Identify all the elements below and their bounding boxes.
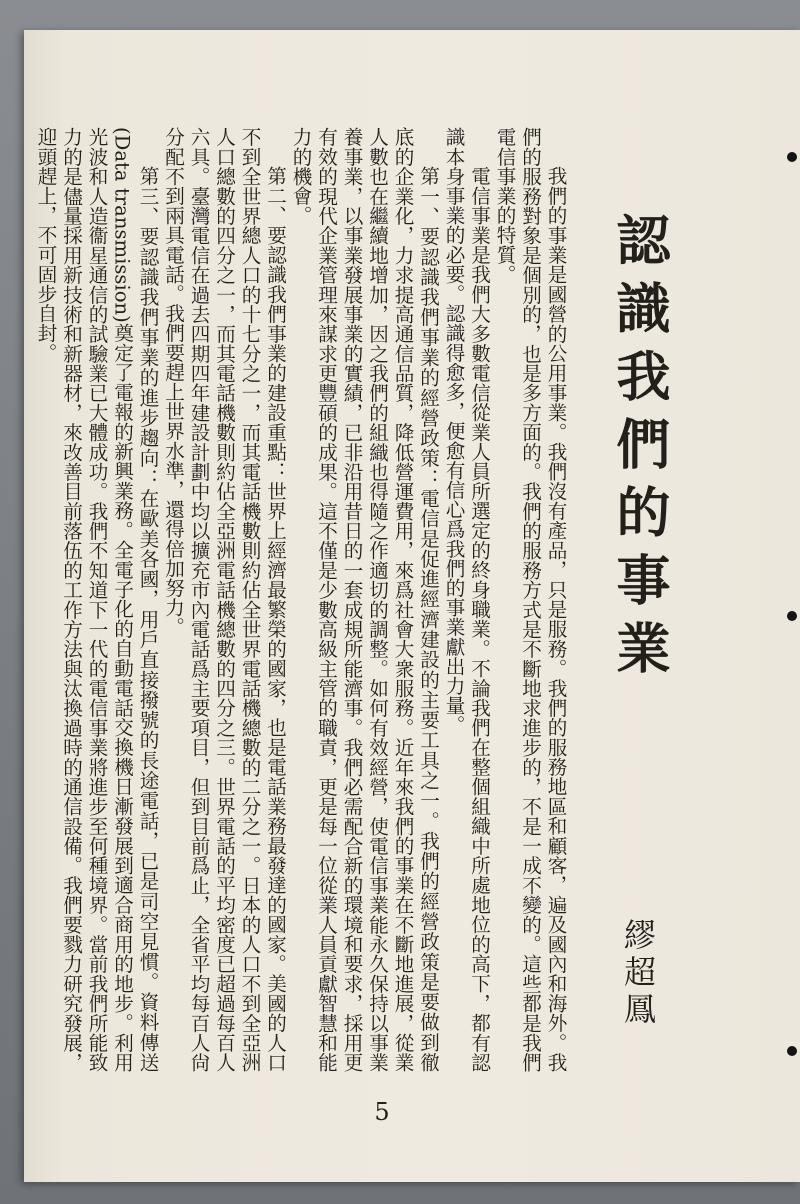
text-column: 不到全世界總人口的十七分之一，而其電話機數則約佔全世界電話機總數的二分之一。日本的人口不到全亞洲 bbox=[238, 127, 261, 1072]
text-column: 識本身事業的必要。認識得愈多，便愈有信心爲我們的事業獻出力量。 bbox=[442, 127, 465, 735]
binding-hole bbox=[787, 152, 797, 162]
text-column: 們的服務對象是個別的，也是多方面的。我們的服務方式是不斷地求進步的，不是一成不變的。這些都是我們 bbox=[518, 127, 542, 1072]
text-column: 人口總數的四分之一，而其電話機數則約佔全亞洲電話機總數的四分之三。世界電話的平均密度已超過每百人 bbox=[212, 127, 236, 1072]
text-column: 電信事業的特質。 bbox=[493, 127, 516, 284]
text-column: 迎頭趕上，不可固步自封。 bbox=[34, 127, 57, 363]
text-column: 有效的現代企業管理來謀求更豐碩的成果。這不僅是少數高級主管的職責，更是每一位從業人員貢獻智慧和能 bbox=[314, 127, 338, 1072]
text-column: 人數也在繼續地增加，因之我們的組織也得隨之作適切的調整。如何有效經營，使電信事業能永久保持以事業 bbox=[365, 127, 389, 1072]
text-column: 第一、要認識我們事業的經營政策：電信是促進經濟建設的主要工具之一。我們的經營政策是要做到徹 bbox=[416, 166, 440, 1072]
binding-hole bbox=[787, 611, 797, 621]
paragraph-5 bbox=[33, 127, 161, 1072]
text-column: (Data transmission)奠定了電報的新興業務。全電子化的自動電話交換機日漸發展到適合商用的地步。利用 bbox=[110, 127, 134, 1072]
document-page bbox=[24, 30, 800, 1182]
paragraph-4 bbox=[160, 127, 288, 1072]
text-column: 光波和人造衞星通信的試驗業已大體成功。我們不知道下一代的電信事業將進步至何種境界。當前我們所能致 bbox=[85, 127, 108, 1072]
text-column: 六具。臺灣電信在過去四期四年建設計劃中均以擴充市內電話爲主要項目，但到目前爲止，全省平均每百人尙 bbox=[187, 127, 210, 1072]
article-body bbox=[32, 127, 568, 1072]
paragraph-3 bbox=[288, 127, 441, 1072]
text-column: 力的機會。 bbox=[289, 127, 312, 225]
paragraph-2 bbox=[441, 127, 492, 1072]
page-number: 5 bbox=[374, 1098, 390, 1126]
binding-hole bbox=[787, 1046, 797, 1056]
text-column: 第二、要認識我們事業的建設重點：世界上經濟最繁榮的國家，也是電話業務最發達的國家。美國的人口 bbox=[263, 166, 287, 1072]
text-column: 養事業，以事業發展事業的實績，已非沿用昔日的一套成規所能濟事。我們必需配合新的環境和要求，採用更 bbox=[340, 127, 363, 1072]
article-author: 繆超鳳 bbox=[619, 918, 657, 1029]
text-column: 第三、要認識我們事業的進步趨向：在歐美各國，用戶直接撥號的長途電話，已是司空見慣。資料傳送 bbox=[136, 166, 159, 1072]
text-column: 我們的事業是國營的公用事業。我們沒有產品，只是服務。我們的服務地區和顧客，遍及國內和海外。我 bbox=[544, 166, 567, 1072]
article-title: 認識我們的事業 bbox=[608, 212, 672, 688]
text-column: 底的企業化，力求提高通信品質，降低營運費用，來爲社會大衆服務。近年來我們的事業在不斷地進展，從業 bbox=[391, 127, 414, 1072]
text-column: 電信事業是我們大多數電信從業人員所選定的終身職業。不論我們在整個組織中所處地位的高下，都有認 bbox=[467, 166, 491, 1072]
text-column: 分配不到兩具電話。我們要趕上世界水準，還得倍加努力。 bbox=[161, 127, 185, 637]
text-column: 力的是儘量採用新技術和新器材，來改善目前落伍的工作方法與汰換過時的通信設備。我們要戮力研究發展， bbox=[59, 127, 83, 1072]
paragraph-1 bbox=[492, 127, 569, 1072]
